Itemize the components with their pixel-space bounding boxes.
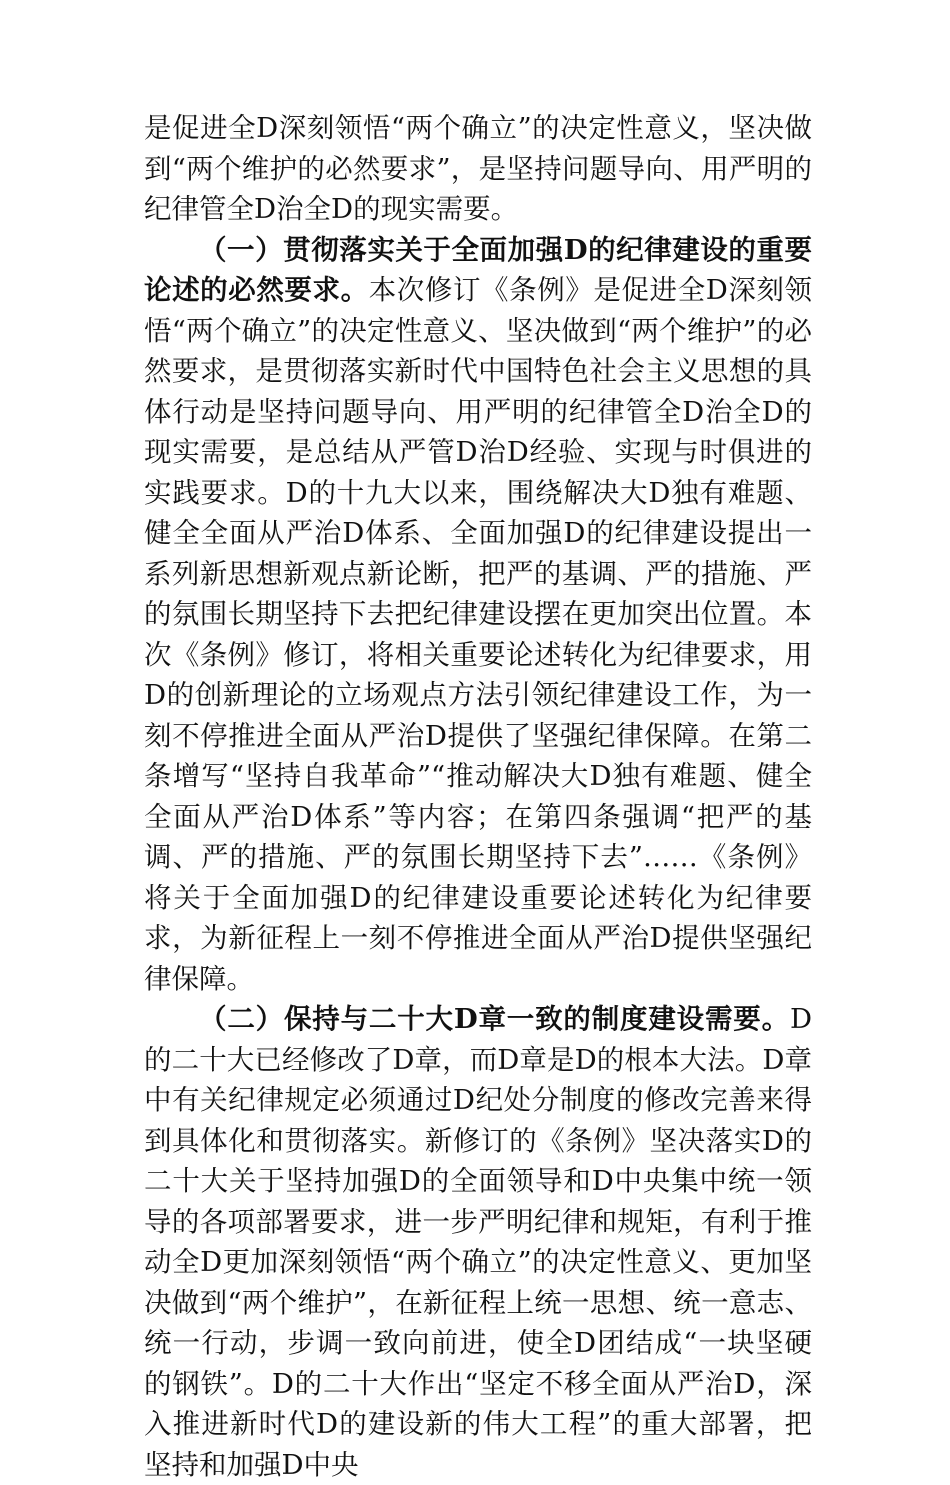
- paragraph-text: 本次修订《条例》是促进全D深刻领悟“两个确立”的决定性意义、坚决做到“两个维护”的必然要求，是贯彻落实新时代中国特色社会主义思想的具体行动是坚持问题导向、用严明的纪律管全D治全D的现实需要，是总结从严管D治D经验、实现与时俱进的实践要求。D的十九大以来，围绕解决大D独有难题、健全全面从严治D体系、全面加强D的纪律建设提出一系列新思想新观点新论断，把严的基调、严的措施、严的氛围长期坚持下去把纪律建设摆在更加突出位置。本次《条例》修订，将相关重要论述转化为纪律要求，用D的创新理论的立场观点方法引领纪律建设工作，为一刻不停推进全面从严治D提供了坚强纪律保障。在第二条增写“坚持自我革命”“推动解决大D独有难题、健全全面从严治D体系”等内容；在第四条强调“把严的基调、严的措施、严的氛围长期坚持下去”……《条例》将关于全面加强D的纪律建设重要论述转化为纪律要求，为新征程上一刻不停推进全面从严治D提供坚强纪律保障。: [144, 274, 812, 995]
- paragraph-section-two: [144, 999, 812, 1485]
- paragraph-text: D的二十大已经修改了D章，而D章是D的根本大法。D章中有关纪律规定必须通过D纪处分制度的修改完善来得到具体化和贯彻落实。新修订的《条例》坚决落实D的二十大关于坚持加强D的全面领导和D中央集中统一领导的各项部署要求，进一步严明纪律和规矩，有利于推动全D更加深刻领悟“两个确立”的决定性意义、更加坚决做到“两个维护”，在新征程上统一思想、统一意志、统一行动，步调一致向前进，使全D团结成“一块坚硬的钢铁”。D的二十大作出“坚定不移全面从严治D，深入推进新时代D的建设新的伟大工程”的重大部署，把坚持和加强D中央: [144, 1003, 812, 1481]
- section-heading-one: （一）贯彻落实关于全面加强D的纪律建设的重要论述的必然要求。: [144, 233, 812, 306]
- paragraph-continuation: [144, 108, 812, 230]
- paragraph-text: 是促进全D深刻领悟“两个确立”的决定性意义，坚决做到“两个维护的必然要求”，是坚持问题导向、用严明的纪律管全D治全D的现实需要。: [144, 112, 812, 225]
- document-page: [144, 108, 812, 1485]
- section-heading-two: （二）保持与二十大D章一致的制度建设需要。: [199, 1003, 790, 1035]
- paragraph-section-one: [144, 230, 812, 1000]
